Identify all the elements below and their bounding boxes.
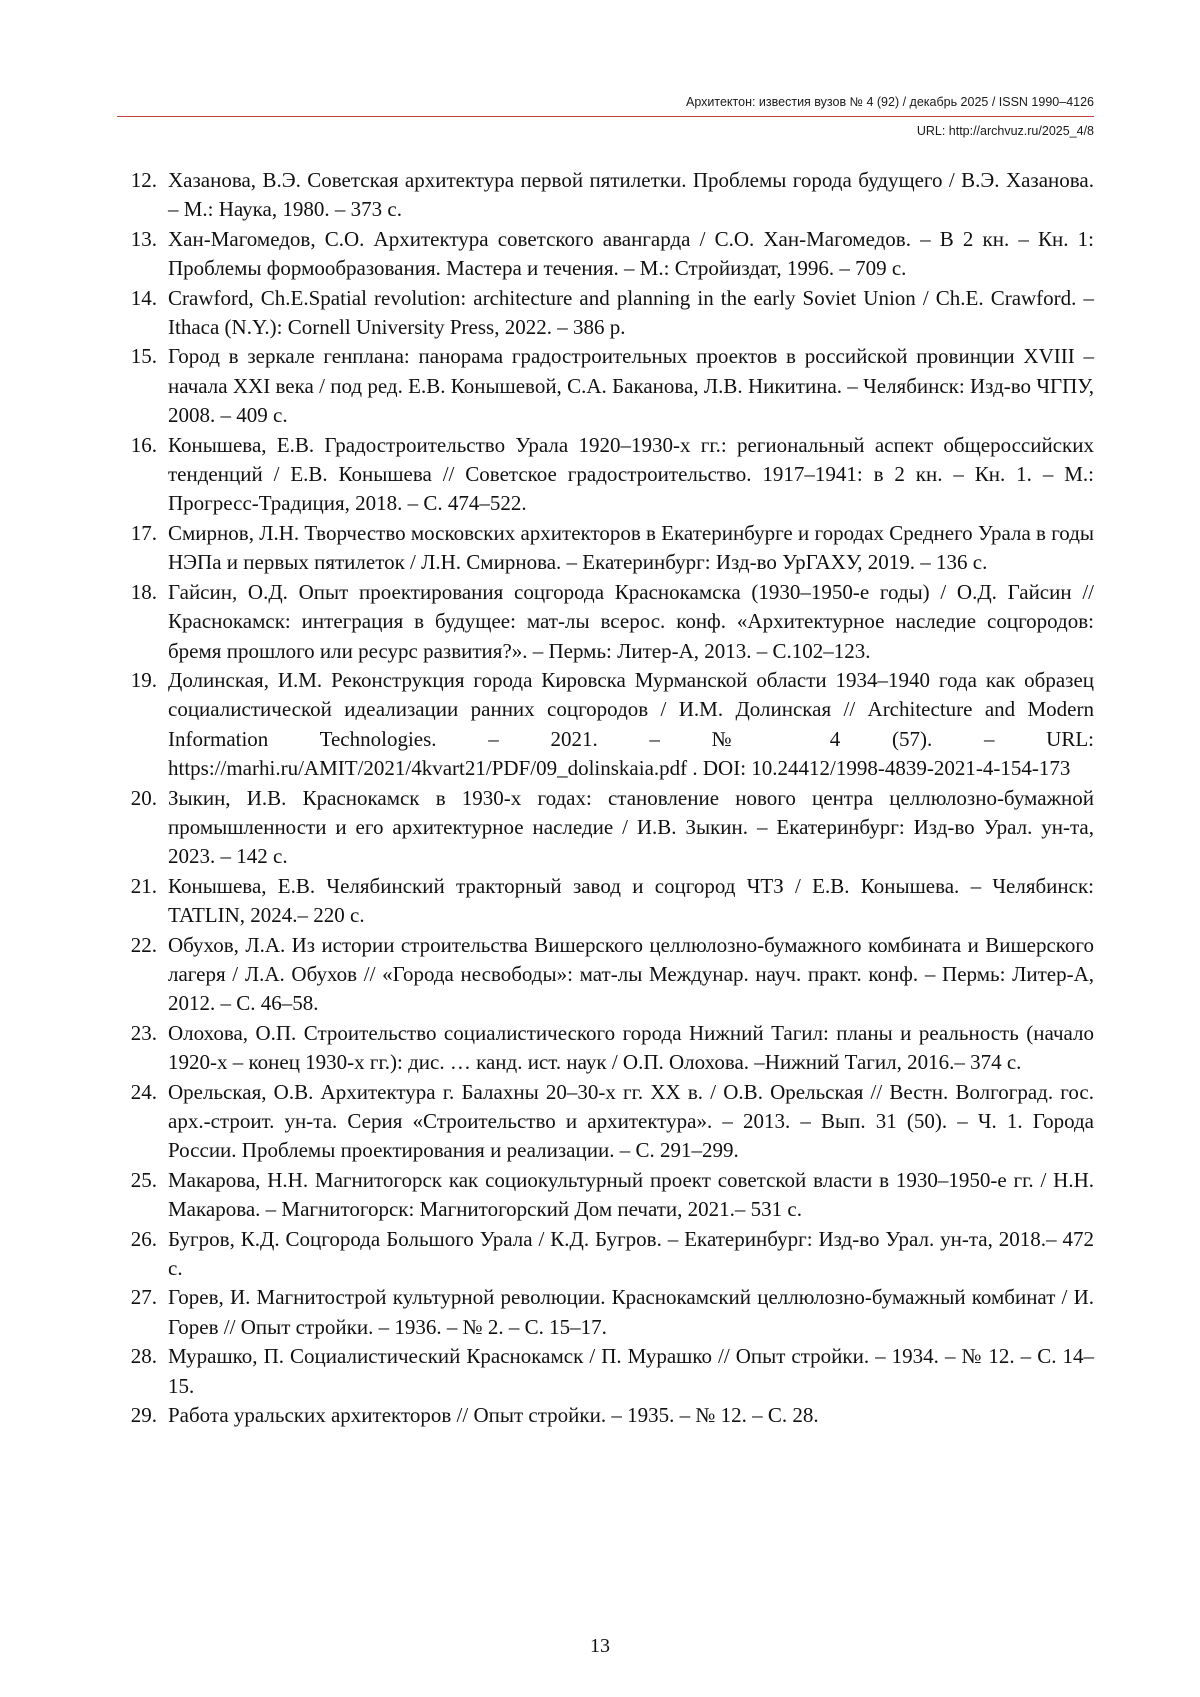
- reference-text: Обухов, Л.А. Из истории строительства Вишерского целлюлозно-бумажного комбината и Вишерского лагеря / Л.А. Обухов // «Города несвободы»: мат-лы Междунар. науч. практ. конф. – Пермь: Литер-А, 2012. – С. 46–58.: [168, 932, 1094, 1016]
- reference-text: Город в зеркале генплана: панорама градостроительных проектов в российской провинции XVIII – начала XXI века / под ред. Е.В. Конышевой, С.А. Баканова, Л.В. Никитина. – Челябинск: Изд-во ЧГПУ, 2008. – 409 с.: [168, 344, 1094, 428]
- reference-text: Конышева, Е.В. Градостроительство Урала 1920–1930-х гг.: региональный аспект общероссийских тенденций / Е.В. Конышева // Советское градостроительство. 1917–1941: в 2 кн. – Кн. 1. – М.: Прогресс-Традиция, 2018. – С. 474–522.: [168, 432, 1094, 516]
- reference-number: 12.: [130, 168, 157, 192]
- reference-text: Гайсин, О.Д. Опыт проектирования соцгорода Краснокамска (1930–1950-е годы) / О.Д. Гайсин // Краснокамск: интеграция в будущее: мат-лы всерос. конф. «Архитектурное наследие соцгородов: бремя прошлого или ресурс развития?». – Пермь: Литер-А, 2013. – С.102–123.: [168, 579, 1094, 663]
- reference-item: [117, 284, 1094, 343]
- page-number: 13: [590, 1635, 610, 1657]
- reference-number: 24.: [130, 1079, 157, 1104]
- reference-item: [117, 1019, 1094, 1078]
- reference-item: [117, 1342, 1094, 1401]
- reference-number: 16.: [130, 432, 157, 457]
- reference-number: 21.: [130, 873, 157, 898]
- reference-text: Орельская, О.В. Архитектура г. Балахны 20–30-х гг. XX в. / О.В. Орельская // Вестн. Волгоград. гос. арх.-строит. ун-та. Серия «Строительство и архитектура». – 2013. – Вып. 31 (50). – Ч. 1. Города России. Проблемы проектирования и реализации. – С. 291–299.: [168, 1079, 1094, 1163]
- reference-item: [117, 1283, 1094, 1342]
- reference-item: [117, 666, 1094, 784]
- reference-text: Конышева, Е.В. Челябинский тракторный завод и соцгород ЧТЗ / Е.В. Конышева. – Челябинск: TATLIN, 2024.– 220 с.: [168, 873, 1094, 928]
- reference-number: 18.: [130, 579, 157, 604]
- reference-text: Смирнов, Л.Н. Творчество московских архитекторов в Екатеринбурге и городах Среднего Урала в годы НЭПа и первых пятилеток / Л.Н. Смирнова. – Екатеринбург: Изд-во УрГАХУ, 2019. – 136 с.: [168, 520, 1094, 575]
- reference-item: [117, 872, 1094, 931]
- reference-number: 29.: [130, 1403, 157, 1428]
- article-url: URL: http://archvuz.ru/2025_4/8: [916, 124, 1094, 138]
- reference-text: Хан-Магомедов, С.О. Архитектура советского авангарда / С.О. Хан-Магомедов. – В 2 кн. – Кн. 1: Проблемы формообразования. Мастера и течения. – М.: Стройиздат, 1996. – 709 с.: [168, 226, 1094, 281]
- reference-number: 19.: [130, 667, 157, 692]
- reference-number: 22.: [130, 932, 157, 957]
- reference-item: [117, 431, 1094, 519]
- reference-text: Горев, И. Магнитострой культурной революции. Краснокамский целлюлозно-бумажный комбинат / И. Горев // Опыт стройки. – 1936. – № 2. – С. 15–17.: [168, 1285, 1094, 1339]
- journal-info: Архитектон: известия вузов № 4 (92) / декабрь 2025 / ISSN 1990–4126: [117, 94, 1094, 117]
- reference-text: Бугров, К.Д. Соцгорода Большого Урала / К.Д. Бугров. – Екатеринбург: Изд-во Урал. ун-та, 2018.– 472 с.: [168, 1226, 1094, 1281]
- reference-item: [117, 1078, 1094, 1166]
- reference-list: [117, 166, 1094, 1430]
- reference-item: [117, 1225, 1094, 1284]
- reference-text: Crawford, Ch.E.Spatial revolution: architecture and planning in the early Soviet Union / Ch.E. Crawford. – Ithaca (N.Y.): Cornell University Press, 2022. – 386 p.: [168, 285, 1094, 340]
- reference-number: 25.: [130, 1167, 157, 1192]
- reference-text: Олохова, О.П. Строительство социалистического города Нижний Тагил: планы и реальность (начало 1920-х – конец 1930-х гг.): дис. … канд. ист. наук / О.П. Олохова. –Нижний Тагил, 2016.– 374 с.: [168, 1020, 1094, 1075]
- reference-item: [117, 225, 1094, 284]
- reference-number: 26.: [130, 1226, 157, 1251]
- reference-number: 17.: [130, 520, 157, 545]
- reference-item: [117, 1166, 1094, 1225]
- reference-number: 28.: [130, 1344, 157, 1369]
- reference-text: Работа уральских архитекторов // Опыт стройки. – 1935. – № 12. – С. 28.: [168, 1403, 819, 1428]
- reference-text: Макарова, Н.Н. Магнитогорск как социокультурный проект советской власти в 1930–1950-е гг. / Н.Н. Макарова. – Магнитогорск: Магнитогорский Дом печати, 2021.– 531 с.: [168, 1167, 1094, 1222]
- reference-item: [117, 578, 1094, 666]
- reference-number: 15.: [130, 344, 157, 369]
- reference-item: [117, 1401, 1094, 1430]
- reference-item: [117, 166, 1094, 225]
- reference-number: 20.: [130, 785, 157, 810]
- reference-number: 23.: [130, 1020, 157, 1045]
- reference-number: 13.: [130, 226, 157, 251]
- reference-text: Зыкин, И.В. Краснокамск в 1930-х годах: становление нового центра целлюлозно-бумажной промышленности и его архитектурное наследие / И.В. Зыкин. – Екатеринбург: Изд-во Урал. ун-та, 2023. – 142 с.: [168, 785, 1094, 869]
- reference-text: Долинская, И.М. Реконструкция города Кировска Мурманской области 1934–1940 года как образец социалистической идеализации ранних соцгородов / И.М. Долинская // Architecture and Modern Information Technologies. – 2021. – № 4 (57). – URL: https://marhi.ru/AMIT/2021/4kvart21/PDF/09_dolinskaia.pdf . DOI: 10.24412/1998-4839-2021-4-154-173: [168, 667, 1094, 781]
- reference-item: [117, 784, 1094, 872]
- reference-text: Хазанова, В.Э. Советская архитектура первой пятилетки. Проблемы города будущего / В.Э. Хазанова. – М.: Наука, 1980. – 373 с.: [168, 168, 1094, 222]
- running-header: [117, 94, 1094, 139]
- reference-text: Мурашко, П. Социалистический Краснокамск / П. Мурашко // Опыт стройки. – 1934. – № 12. – С. 14–15.: [168, 1344, 1094, 1398]
- reference-item: [117, 342, 1094, 430]
- reference-number: 14.: [130, 285, 157, 310]
- reference-item: [117, 931, 1094, 1019]
- reference-number: 27.: [130, 1285, 157, 1310]
- reference-item: [117, 519, 1094, 578]
